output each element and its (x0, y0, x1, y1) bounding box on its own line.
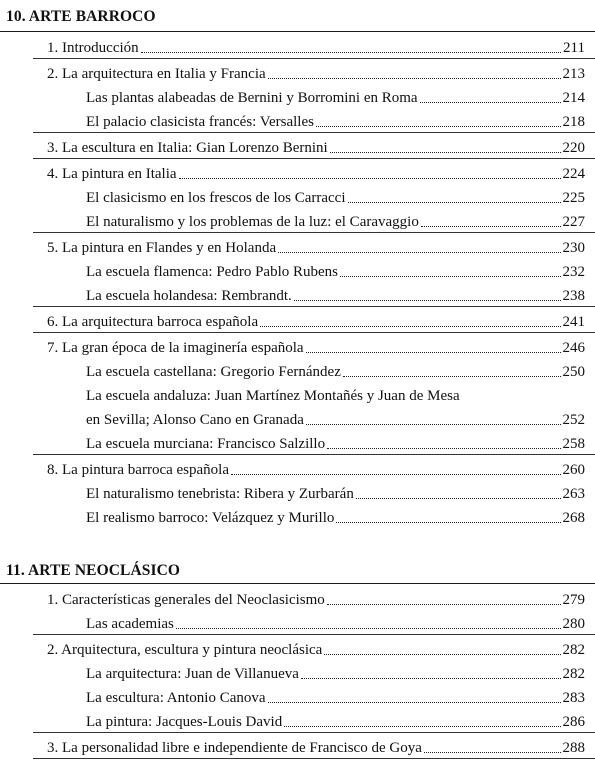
row-divider (33, 158, 595, 159)
row-divider (33, 232, 595, 233)
toc-entry[interactable] (86, 209, 585, 231)
toc-entry[interactable] (86, 431, 585, 453)
dot-leader (316, 126, 561, 127)
entry-text: 8. La pintura barroca española (47, 462, 229, 478)
dot-leader (348, 202, 561, 203)
row-divider (33, 306, 595, 307)
entry-page: 260 (562, 462, 585, 478)
dot-leader (268, 702, 561, 703)
dot-leader (306, 424, 561, 425)
entry-text: La escuela andaluza: Juan Martínez Montañés y Juan de Mesa (86, 388, 460, 404)
toc-entry[interactable] (86, 85, 585, 107)
entry-text: 1. Características generales del Neoclasicismo (47, 592, 325, 608)
entry-text: La escultura: Antonio Canova (86, 690, 266, 706)
entry-page: 225 (562, 190, 585, 206)
toc-entry[interactable] (86, 109, 585, 131)
entry-text: 6. La arquitectura barroca española (47, 314, 259, 330)
chapter-10-divider (0, 31, 595, 32)
entry-text: en Sevilla; Alonso Cano en Granada (86, 412, 304, 428)
entry-page: 279 (562, 592, 585, 608)
entry-page: 220 (562, 140, 585, 156)
entry-text: 7. La gran época de la imaginería española (47, 340, 304, 356)
entry-page: 211 (563, 40, 585, 56)
entry-text: El realismo barroco: Velázquez y Murillo (86, 510, 335, 526)
entry-text: La escuela castellana: Gregorio Fernández (86, 364, 341, 380)
entry-text: 1. Introducción (47, 40, 139, 56)
entry-page: 213 (562, 66, 585, 82)
entry-page: 268 (562, 510, 585, 526)
entry-page: 224 (562, 166, 585, 182)
entry-text: La pintura: Jacques-Louis David (86, 714, 283, 730)
entry-text: La arquitectura: Juan de Villanueva (86, 666, 299, 682)
dot-leader (324, 654, 560, 655)
entry-page: 288 (562, 740, 585, 756)
toc-entry[interactable] (86, 505, 585, 527)
toc-entry[interactable] (47, 335, 585, 357)
dot-leader (231, 474, 561, 475)
entry-text: La escuela holandesa: Rembrandt. (86, 288, 292, 304)
row-divider (33, 58, 595, 59)
entry-page: 282 (562, 666, 585, 682)
entry-page: 218 (562, 114, 585, 130)
row-divider (33, 132, 595, 133)
entry-page: 241 (562, 314, 585, 330)
entry-text: 4. La pintura en Italia (47, 166, 177, 182)
entry-page: 246 (562, 340, 585, 356)
entry-page: 263 (562, 486, 585, 502)
entry-text: El clasicismo en los frescos de los Carracci (86, 190, 346, 206)
entry-page: 214 (562, 90, 585, 106)
entry-page: 230 (562, 240, 585, 256)
entry-text: 3. La escultura en Italia: Gian Lorenzo Bernini (47, 140, 328, 156)
dot-leader (278, 252, 560, 253)
toc-entry[interactable] (86, 685, 585, 707)
toc-entry[interactable] (47, 161, 585, 183)
entry-text: La escuela murciana: Francisco Salzillo (86, 436, 326, 452)
toc-entry[interactable] (86, 661, 585, 683)
entry-text: El palacio clasicista francés: Versalles (86, 114, 314, 130)
dot-leader (141, 52, 561, 53)
row-divider (33, 634, 595, 635)
dot-leader (420, 102, 561, 103)
entry-page: 283 (562, 690, 585, 706)
toc-entry[interactable] (86, 185, 585, 207)
entry-text: 5. La pintura en Flandes y en Holanda (47, 240, 277, 256)
toc-entry[interactable] (86, 383, 460, 405)
row-divider (33, 332, 595, 333)
entry-text: Las plantas alabeadas de Bernini y Borromini en Roma (86, 90, 418, 106)
row-divider (33, 758, 595, 759)
entry-text: 3. La personalidad libre e independiente de Francisco de Goya (47, 740, 422, 756)
dot-leader (176, 628, 561, 629)
toc-entry[interactable] (47, 135, 585, 157)
dot-leader (330, 152, 561, 153)
dot-leader (260, 326, 560, 327)
entry-page: 258 (562, 436, 585, 452)
row-divider (33, 732, 595, 733)
dot-leader (336, 522, 560, 523)
toc-entry[interactable] (47, 735, 585, 757)
entry-text: 2. La arquitectura en Italia y Francia (47, 66, 266, 82)
toc-entry[interactable] (47, 35, 585, 57)
toc-entry[interactable] (86, 481, 585, 503)
dot-leader (268, 78, 561, 79)
entry-page: 252 (562, 412, 585, 428)
entry-text: Las academias (86, 616, 174, 632)
entry-page: 280 (562, 616, 585, 632)
entry-page: 238 (562, 288, 585, 304)
chapter-11-divider (0, 583, 595, 584)
dot-leader (340, 276, 561, 277)
row-divider (33, 454, 595, 455)
toc-entry[interactable] (47, 235, 585, 257)
entry-text: 2. Arquitectura, escultura y pintura neoclásica (47, 642, 323, 658)
toc-entry[interactable] (47, 61, 585, 83)
dot-leader (294, 300, 561, 301)
entry-page: 232 (562, 264, 585, 280)
dot-leader (356, 498, 561, 499)
entry-text: La escuela flamenca: Pedro Pablo Rubens (86, 264, 338, 280)
dot-leader (421, 226, 561, 227)
chapter-11-title: 11. ARTE NEOCLÁSICO (6, 562, 181, 579)
dot-leader (179, 178, 561, 179)
dot-leader (301, 678, 561, 679)
entry-page: 250 (562, 364, 585, 380)
toc-entry[interactable] (47, 457, 585, 479)
toc-entry[interactable] (86, 259, 585, 281)
dot-leader (343, 376, 561, 377)
chapter-10-title: 10. ARTE BARROCO (6, 8, 156, 25)
toc-entry[interactable] (47, 637, 585, 659)
entry-page: 286 (562, 714, 585, 730)
toc-entry[interactable] (47, 309, 585, 331)
dot-leader (284, 726, 560, 727)
entry-text: El naturalismo y los problemas de la luz: el Caravaggio (86, 214, 419, 230)
entry-page: 227 (562, 214, 585, 230)
dot-leader (327, 604, 561, 605)
toc-entry[interactable] (86, 359, 585, 381)
toc-entry[interactable] (86, 283, 585, 305)
entry-text: El naturalismo tenebrista: Ribera y Zurbarán (86, 486, 354, 502)
toc-entry[interactable] (86, 709, 585, 731)
dot-leader (306, 352, 561, 353)
entry-page: 282 (562, 642, 585, 658)
toc-entry[interactable] (86, 611, 585, 633)
dot-leader (327, 448, 560, 449)
dot-leader (424, 752, 561, 753)
toc-entry[interactable] (86, 407, 585, 429)
toc-entry[interactable] (47, 587, 585, 609)
